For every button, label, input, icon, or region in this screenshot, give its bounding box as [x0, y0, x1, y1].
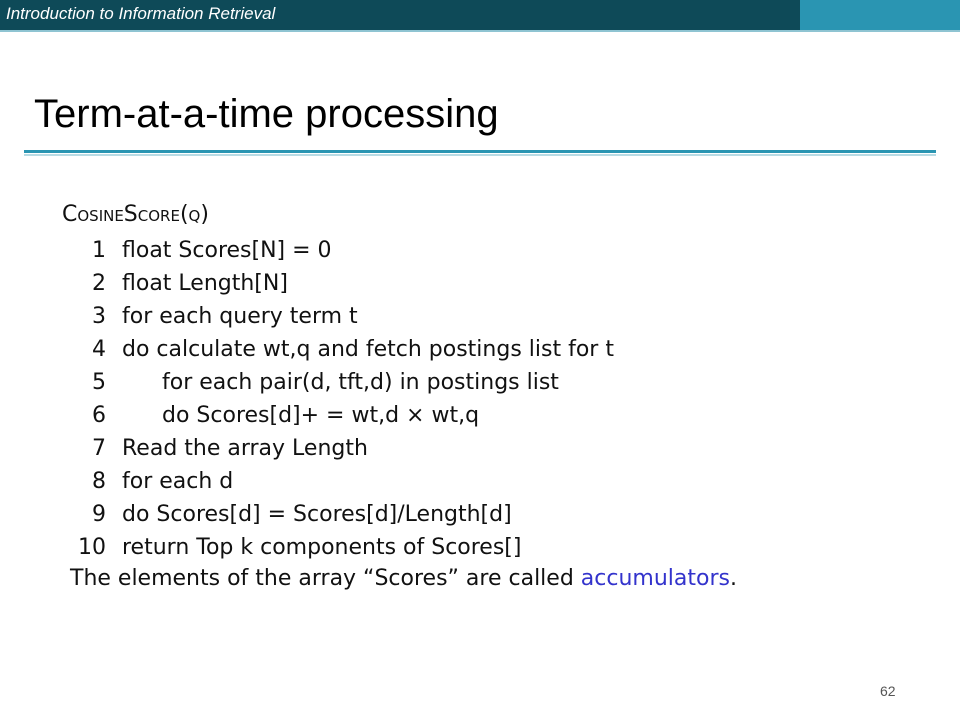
course-title: Introduction to Information Retrieval — [6, 4, 276, 23]
algorithm-line — [62, 366, 762, 399]
line-text: for each pair(d, tft,d) in postings list — [162, 370, 559, 395]
header-divider — [0, 30, 960, 32]
algorithm-signature — [62, 196, 762, 234]
header-accent-block — [800, 0, 960, 30]
line-number: 8 — [92, 469, 106, 494]
algorithm-line — [62, 432, 762, 465]
line-text: float Scores[N] = 0 — [122, 238, 332, 263]
title-underline — [24, 150, 936, 153]
note-suffix: . — [729, 566, 737, 591]
line-text: do calculate wt,q and fetch postings list for t — [122, 337, 614, 362]
line-text: for each query term t — [122, 304, 358, 329]
algorithm-line — [62, 267, 762, 300]
page-number: 62 — [880, 683, 896, 699]
title-underline-light — [24, 154, 936, 156]
algorithm-line — [62, 300, 762, 333]
accumulators-note — [70, 566, 737, 591]
algorithm-lines — [62, 234, 762, 564]
line-number: 10 — [78, 535, 106, 560]
algorithm-block — [62, 196, 762, 564]
line-text: return Top k components of Scores[] — [122, 535, 522, 560]
algorithm-line — [62, 498, 762, 531]
algorithm-line — [62, 465, 762, 498]
note-term: accumulators — [580, 566, 730, 591]
line-number: 2 — [92, 271, 106, 296]
line-text: do Scores[d]+ = wt,d × wt,q — [162, 403, 480, 428]
line-number: 1 — [92, 238, 106, 263]
note-prefix: The elements of the array “Scores” are called — [70, 566, 581, 591]
line-text: float Length[N] — [122, 271, 288, 296]
line-text: do Scores[d] = Scores[d]/Length[d] — [122, 502, 512, 527]
line-number: 3 — [92, 304, 106, 329]
line-text: for each d — [122, 469, 234, 494]
line-number: 4 — [92, 337, 106, 362]
header-bar — [0, 0, 800, 30]
line-number: 9 — [92, 502, 106, 527]
algorithm-signature-text: CosineScore(q) — [62, 202, 209, 227]
line-number: 6 — [92, 403, 106, 428]
algorithm-line — [62, 333, 762, 366]
line-text: Read the array Length — [122, 436, 368, 461]
algorithm-line — [62, 399, 762, 432]
line-number: 7 — [92, 436, 106, 461]
line-number: 5 — [92, 370, 106, 395]
algorithm-line — [62, 234, 762, 267]
algorithm-line — [62, 531, 762, 564]
slide-title: Term-at-a-time processing — [34, 92, 499, 136]
